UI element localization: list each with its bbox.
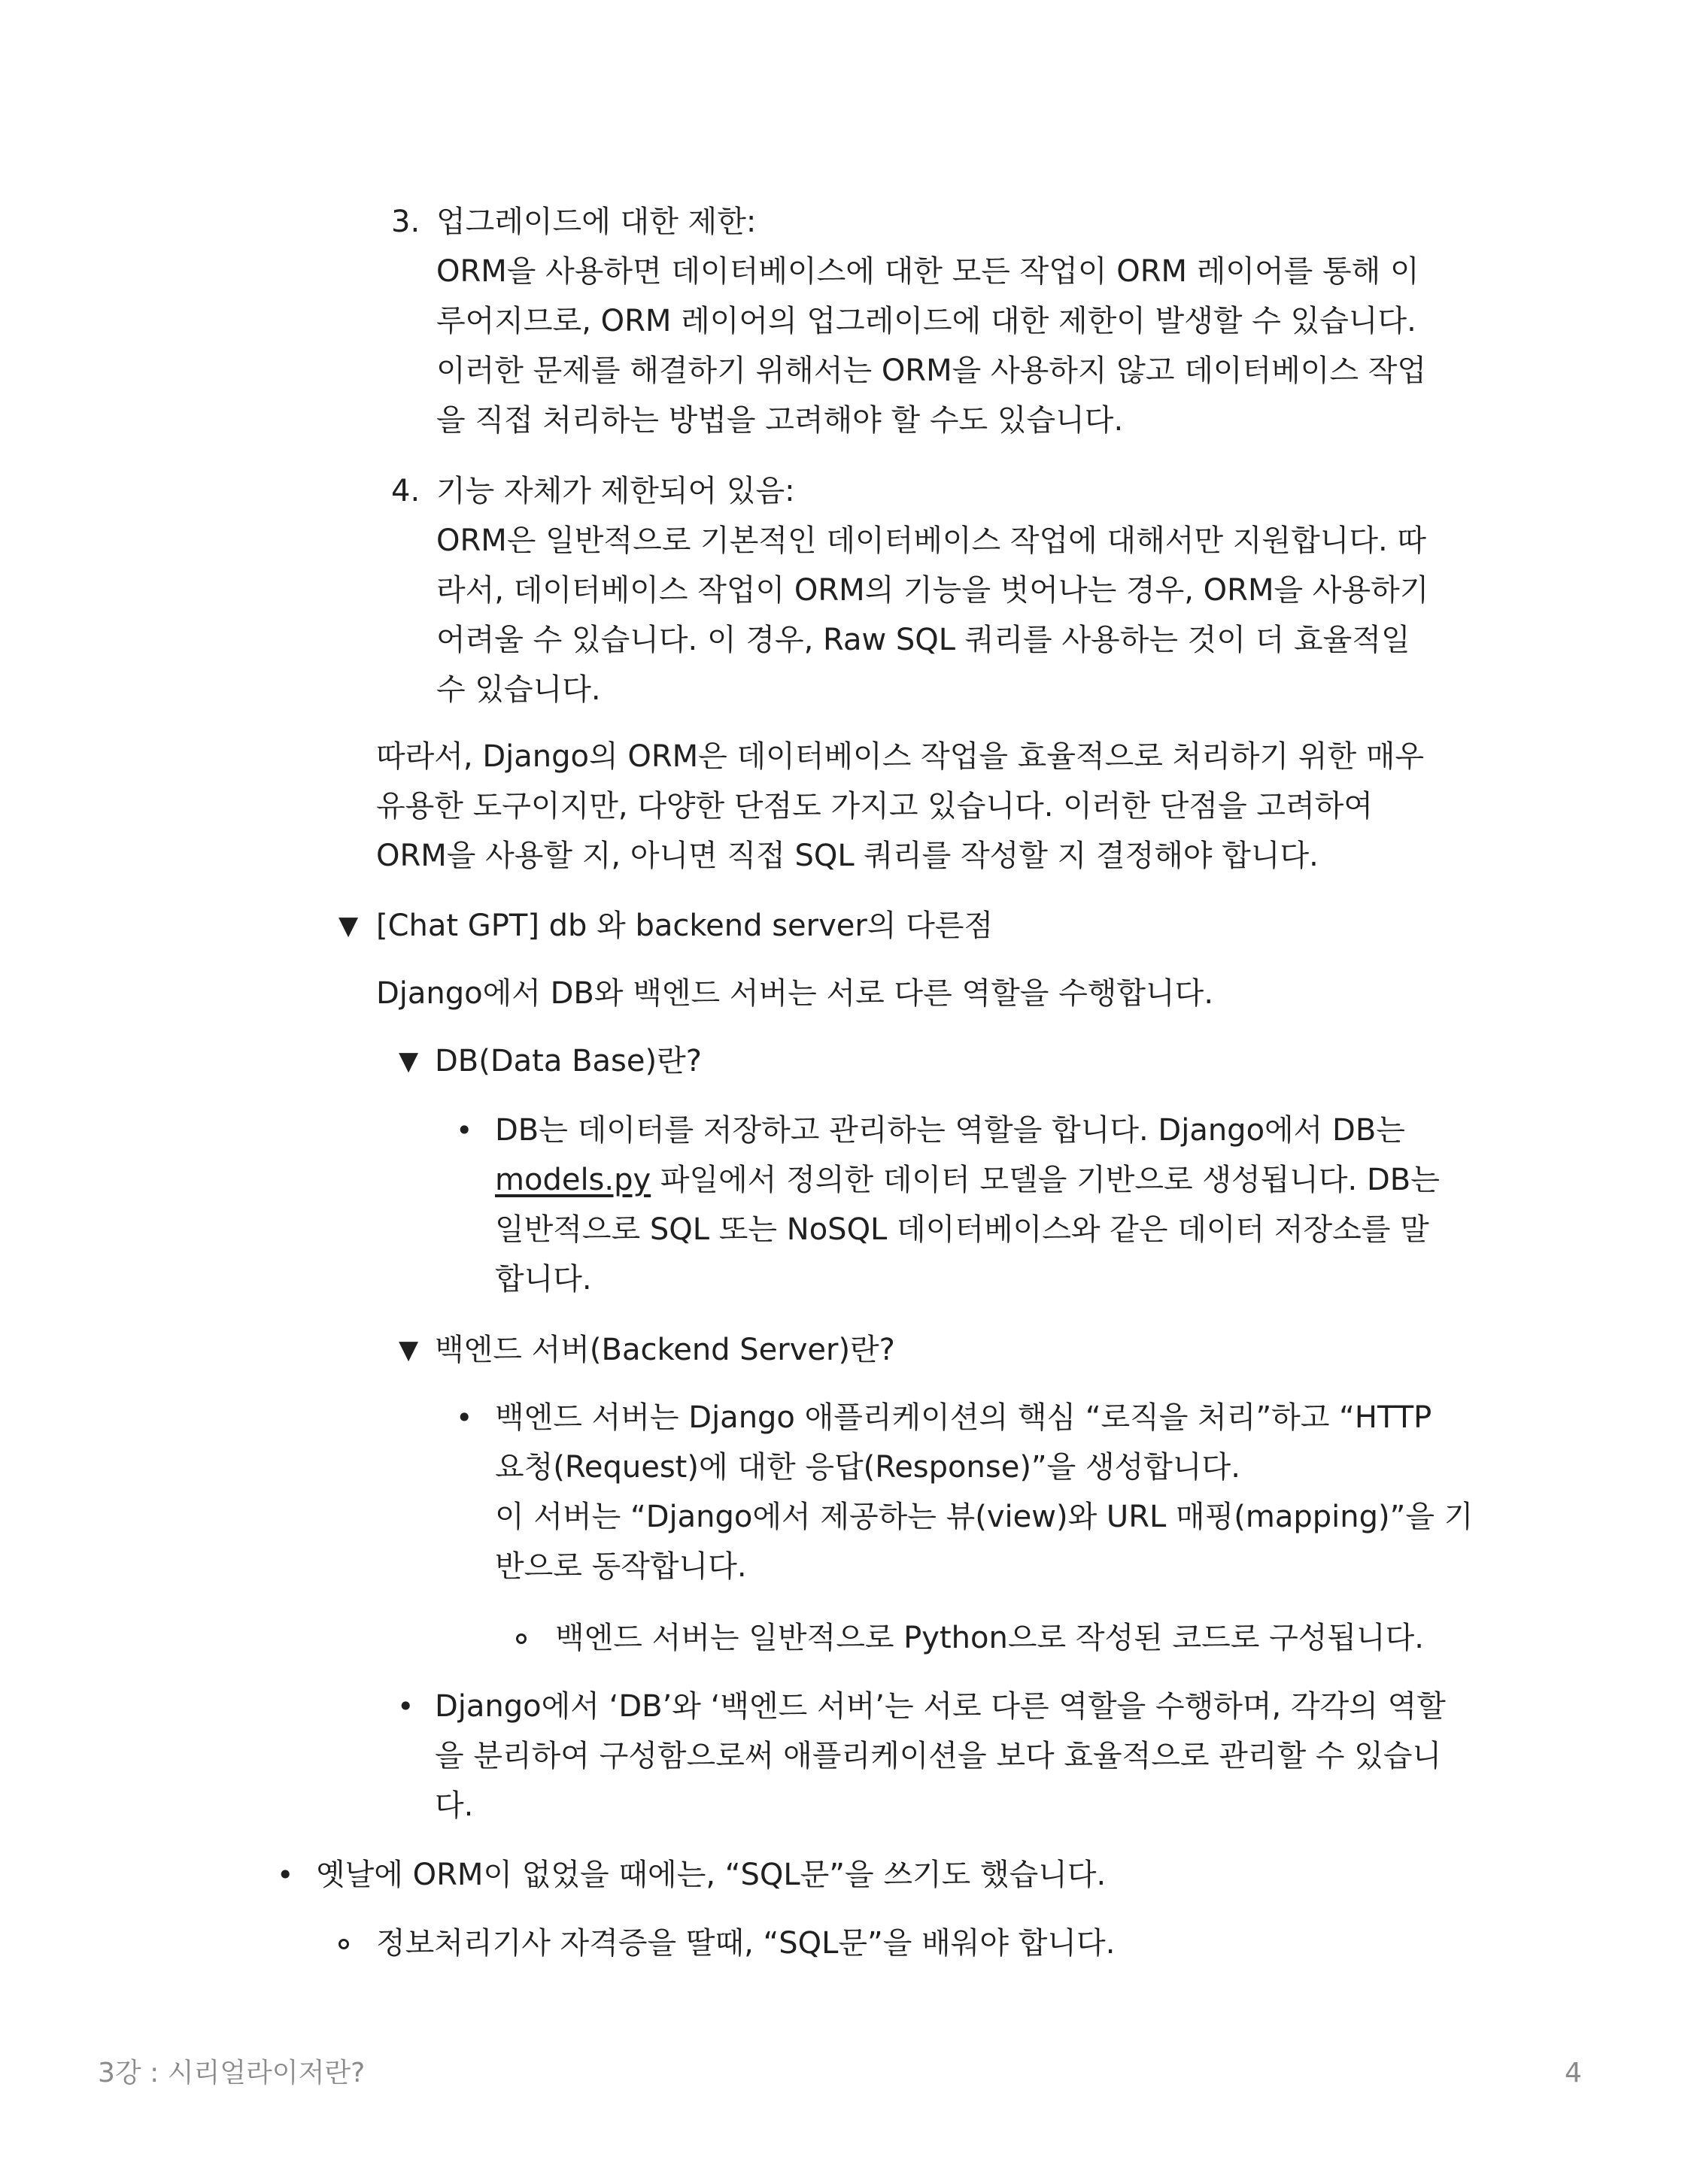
paragraph-line: Django에서 ‘DB’와 ‘백엔드 서버’는 서로 다른 역할을 수행하며, 각각의 역할 bbox=[435, 1689, 1446, 1724]
paragraph-line: ORM을 사용할 지, 아니면 직접 SQL 쿼리를 작성할 지 결정해야 합니다. bbox=[376, 839, 1319, 873]
toggle-heading[interactable]: [Chat GPT] db 와 backend server의 다른점 bbox=[376, 908, 994, 943]
paragraph-line: 이러한 문제를 해결하기 위해서는 ORM을 사용하지 않고 데이터베이스 작업 bbox=[436, 353, 1427, 388]
toggle-arrow-icon[interactable]: ▼ bbox=[399, 1335, 419, 1365]
paragraph-line: 이 서버는 “Django에서 제공하는 뷰(view)와 URL 매핑(mapping)”을 기 bbox=[495, 1500, 1474, 1534]
list-number: 4. bbox=[391, 474, 420, 508]
paragraph-line bbox=[495, 1155, 1440, 1205]
toggle-heading[interactable]: 백엔드 서버(Backend Server)란? bbox=[435, 1333, 895, 1367]
bullet-icon: • bbox=[456, 1401, 473, 1434]
list-number: 3. bbox=[391, 205, 420, 239]
toggle-heading[interactable]: DB(Data Base)란? bbox=[435, 1044, 702, 1078]
paragraph-line: 일반적으로 SQL 또는 NoSQL 데이터베이스와 같은 데이터 저장소를 말 bbox=[495, 1212, 1429, 1247]
paragraph-line: 라서, 데이터베이스 작업이 ORM의 기능을 벗어나는 경우, ORM을 사용하기 bbox=[436, 573, 1429, 608]
paragraph-line: DB는 데이터를 저장하고 관리하는 역할을 합니다. Django에서 DB는 bbox=[495, 1113, 1405, 1148]
paragraph-line: 반으로 동작합니다. bbox=[495, 1549, 747, 1584]
hollow-bullet-icon bbox=[339, 1939, 349, 1949]
hollow-bullet-icon bbox=[516, 1633, 527, 1644]
bullet-icon: • bbox=[277, 1858, 294, 1891]
paragraph-line: 합니다. bbox=[495, 1262, 592, 1297]
paragraph-line: 루어지므로, ORM 레이어의 업그레이드에 대한 제한이 발생할 수 있습니다. bbox=[436, 304, 1416, 338]
paragraph-line: 백엔드 서버는 Django 애플리케이션의 핵심 “로직을 처리”하고 “HTTP bbox=[495, 1400, 1432, 1435]
paragraph-line: 유용한 도구이지만, 다양한 단점도 가지고 있습니다. 이러한 단점을 고려하여 bbox=[376, 789, 1373, 824]
list-item: 정보처리기사 자격증을 딸때, “SQL문”을 배워야 합니다. bbox=[376, 1926, 1116, 1961]
paragraph-line: 다. bbox=[435, 1788, 474, 1823]
paragraph-text: 파일에서 정의한 데이터 모델을 기반으로 생성됩니다. DB는 bbox=[651, 1163, 1440, 1197]
list-item-title: 기능 자체가 제한되어 있음: bbox=[436, 474, 795, 508]
paragraph-line: 따라서, Django의 ORM은 데이터베이스 작업을 효율적으로 처리하기 위한 매우 bbox=[376, 739, 1425, 774]
paragraph-line: 요청(Request)에 대한 응답(Response)”을 생성합니다. bbox=[495, 1450, 1240, 1485]
list-item: 옛날에 ORM이 없었을 때에는, “SQL문”을 쓰기도 했습니다. bbox=[316, 1858, 1107, 1892]
page-number: 4 bbox=[1565, 2058, 1582, 2088]
toggle-arrow-icon[interactable]: ▼ bbox=[399, 1046, 419, 1076]
paragraph-line: ORM을 사용하면 데이터베이스에 대한 모든 작업이 ORM 레이어를 통해 이 bbox=[436, 254, 1419, 289]
toggle-arrow-icon[interactable]: ▼ bbox=[339, 911, 359, 941]
list-item: 백엔드 서버는 일반적으로 Python으로 작성된 코드로 구성됩니다. bbox=[555, 1621, 1425, 1655]
list-item-title: 업그레이드에 대한 제한: bbox=[436, 205, 757, 239]
footer-title: 3강 : 시리얼라이저란? bbox=[98, 2058, 366, 2088]
paragraph-line: ORM은 일반적으로 기본적인 데이터베이스 작업에 대해서만 지원합니다. 따 bbox=[436, 523, 1427, 558]
bullet-icon: • bbox=[397, 1690, 414, 1723]
paragraph-line: 수 있습니다. bbox=[436, 672, 601, 707]
paragraph-line: 을 직접 처리하는 방법을 고려해야 할 수도 있습니다. bbox=[436, 403, 1124, 438]
paragraph-line: 어려울 수 있습니다. 이 경우, Raw SQL 쿼리를 사용하는 것이 더 효율적일 bbox=[436, 623, 1410, 657]
bullet-icon: • bbox=[456, 1114, 473, 1147]
models-py-link[interactable]: models.py bbox=[495, 1163, 651, 1197]
paragraph-line: 을 분리하여 구성함으로써 애플리케이션을 보다 효율적으로 관리할 수 있습니 bbox=[435, 1739, 1442, 1773]
paragraph-line: Django에서 DB와 백엔드 서버는 서로 다른 역할을 수행합니다. bbox=[376, 976, 1214, 1011]
